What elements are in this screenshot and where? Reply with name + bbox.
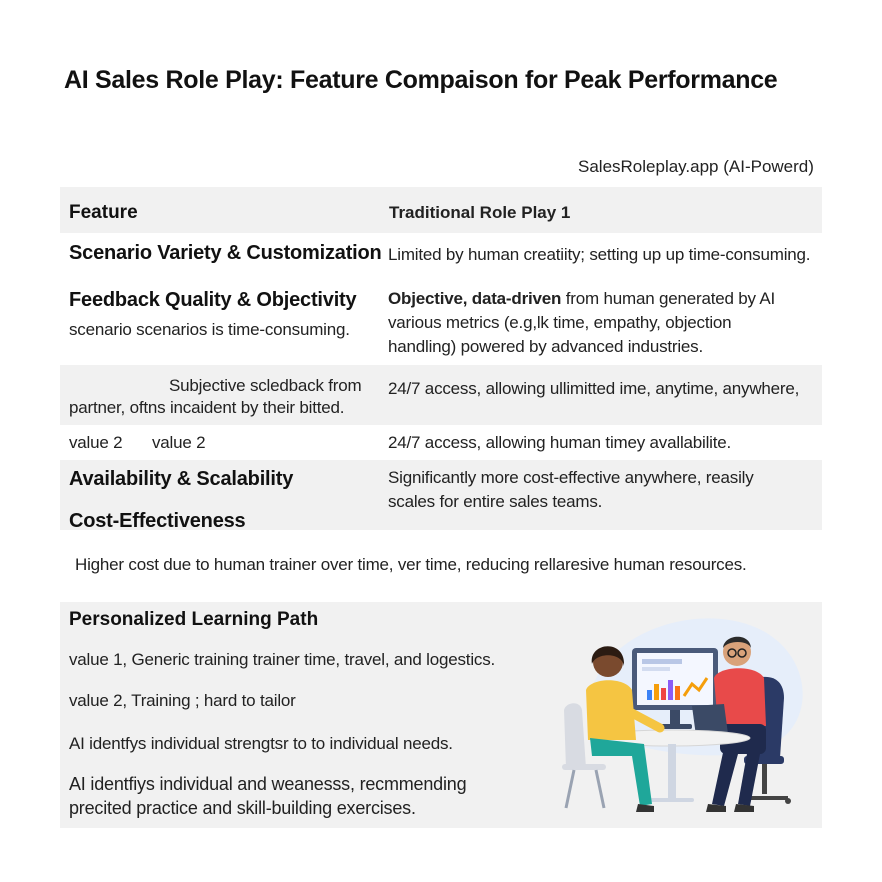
row-label-feedback-quality: Feedback Quality & Objectivity — [69, 289, 357, 311]
learning-header: Personalized Learning Path — [69, 609, 319, 630]
row-value-feedback-quality — [388, 287, 818, 359]
row-value-scenario-variety: Limited by human creatiity; setting up up time-consuming. — [388, 245, 811, 264]
row-label-cost-effectiveness: Cost-Effectiveness — [69, 510, 246, 532]
learning-line2: value 2, Training ; hard to tailor — [69, 691, 296, 710]
ai-column-note: SalesRoleplay.app (AI-Powerd) — [578, 157, 814, 176]
row-label-scenario-variety: Scenario Variety & Customization — [69, 242, 382, 264]
feedback-bold-text: Objective, data-driven — [388, 289, 562, 308]
header-traditional: Traditional Role Play 1 — [389, 203, 571, 222]
row4-left-b: value 2 — [152, 433, 206, 452]
feedback-text-line2: various metrics (e.g,lk time, empathy, objection — [388, 313, 732, 332]
row5-right-line2: scales for entire sales teams. — [388, 492, 603, 511]
row4-left-a: value 2 — [69, 433, 123, 452]
row3-left-line2: partner, oftns incaident by their bitted. — [69, 398, 345, 417]
row3-left-line1: Subjective scledback from — [169, 376, 362, 395]
page-title: AI Sales Role Play: Feature Compaison for Peak Performance — [64, 66, 778, 94]
feedback-text-line3: handling) powered by advanced industries. — [388, 337, 704, 356]
row-sub-feedback-quality: scenario scenarios is time-consuming. — [69, 320, 350, 339]
header-feature: Feature — [69, 202, 138, 223]
row5-right-line1: Significantly more cost-effective anywhere, reasily — [388, 468, 754, 487]
feedback-text: from human generated by AI — [565, 289, 776, 308]
row-label-availability: Availability & Scalability — [69, 468, 294, 490]
learning-line3: AI identfys individual strengtsr to to individual needs. — [69, 734, 453, 753]
row4-right: 24/7 access, allowing human timey avallabilite. — [388, 433, 732, 452]
learning-line1: value 1, Generic training trainer time, travel, and logestics. — [69, 650, 496, 669]
two-people-at-computer-illustration — [552, 608, 814, 824]
row3-right: 24/7 access, allowing ullimitted ime, anytime, anywhere, — [388, 379, 800, 398]
learning-line4b: precited practice and skill-building exercises. — [69, 798, 416, 818]
row7-text: Higher cost due to human trainer over time, ver time, reducing rellaresive human resources. — [75, 555, 747, 574]
learning-line4a: AI identfiys individual and weanesss, recmmending — [69, 774, 467, 794]
